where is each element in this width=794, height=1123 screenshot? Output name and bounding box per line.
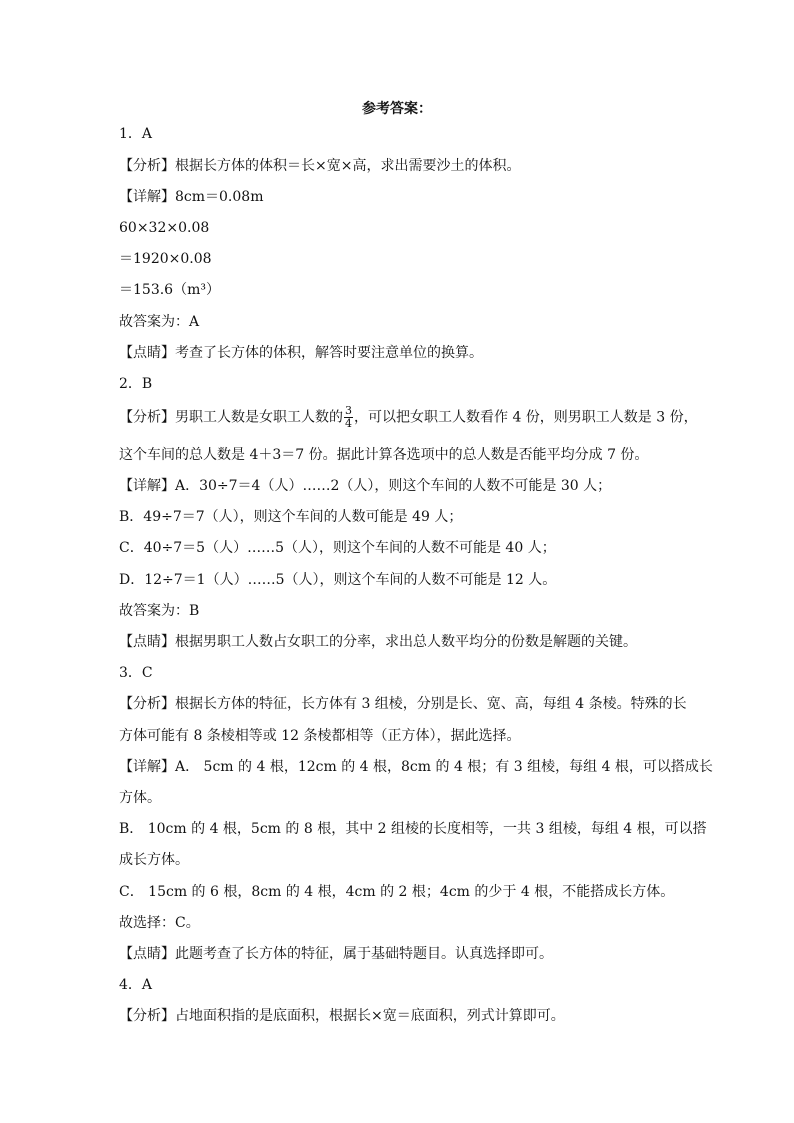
- q3-conclusion: 故选择：C。: [119, 915, 200, 931]
- q1-analysis: 【分析】根据长方体的体积＝长×宽×高，求出需要沙土的体积。: [119, 158, 521, 174]
- q3-detail-c: C． 15cm 的 6 根，8cm 的 4 根，4cm 的 2 根；4cm 的少于 4 根，不能搭成长方体。: [119, 884, 675, 900]
- q2-analysis-line-1: [119, 405, 698, 430]
- q2-analysis-pre: 【分析】男职工人数是女职工人数的: [119, 409, 343, 426]
- q3-analysis-line-1: 【分析】根据长方体的特征，长方体有 3 组棱，分别是长、宽、高，每组 4 条棱。特殊的长: [119, 696, 687, 712]
- q4-answer: 4．A: [119, 977, 153, 993]
- q1-conclusion: 故答案为：A: [119, 314, 200, 330]
- q2-analysis-line-2: 这个车间的总人数是 4＋3＝7 份。据此计算各选项中的总人数是否能平均分成 7 份。: [119, 447, 649, 463]
- q4-analysis: 【分析】占地面积指的是底面积，根据长×宽＝底面积，列式计算即可。: [119, 1008, 565, 1024]
- q2-detail-d: D．12÷7＝1（人）……5（人），则这个车间的人数不可能是 12 人。: [119, 572, 557, 588]
- q3-detail-a-line-1: 【详解】A． 5cm 的 4 根，12cm 的 4 根，8cm 的 4 根；有 3 组棱，每组 4 根，可以搭成长: [119, 759, 713, 775]
- q3-detail-b-line-2: 成长方体。: [119, 852, 189, 868]
- q2-answer: 2．B: [119, 376, 153, 392]
- q2-detail-a: 【详解】A．30÷7＝4（人）……2（人），则这个车间的人数不可能是 30 人；: [119, 478, 612, 494]
- q3-comment: 【点睛】此题考查了长方体的特征，属于基础特题目。认真选择即可。: [119, 946, 553, 962]
- q1-comment: 【点睛】考查了长方体的体积，解答时要注意单位的换算。: [119, 345, 483, 361]
- q1-detail: 【详解】8cm＝0.08m: [119, 189, 264, 205]
- fraction: [344, 405, 353, 430]
- q2-comment: 【点睛】根据男职工人数占女职工的分率，求出总人数平均分的份数是解题的关键。: [119, 634, 637, 650]
- q2-detail-b: B．49÷7＝7（人），则这个车间的人数可能是 49 人；: [119, 509, 463, 525]
- q1-calc-1: 60×32×0.08: [119, 220, 210, 236]
- q2-conclusion: 故答案为：B: [119, 603, 200, 619]
- fraction-numerator: 3: [345, 404, 352, 417]
- q2-analysis-post: ，可以把女职工人数看作 4 份，则男职工人数是 3 份，: [354, 409, 698, 426]
- q3-answer: 3．C: [119, 665, 153, 681]
- q3-detail-a-line-2: 方体。: [119, 790, 161, 806]
- q1-calc-2: ＝1920×0.08: [119, 251, 212, 267]
- q1-answer: 1．A: [119, 126, 153, 142]
- q2-detail-c: C．40÷7＝5（人）……5（人），则这个车间的人数不可能是 40 人；: [119, 540, 556, 556]
- q3-analysis-line-2: 方体可能有 8 条棱相等或 12 条棱都相等（正方体），据此选择。: [119, 728, 521, 744]
- q1-calc-3: ＝153.6（m³）: [119, 282, 220, 298]
- fraction-denominator: 4: [345, 417, 352, 430]
- page-title: 参考答案：: [362, 101, 432, 117]
- q3-detail-b-line-1: B． 10cm 的 4 根，5cm 的 8 根，其中 2 组棱的长度相等，一共 3 组棱，每组 4 根，可以搭: [119, 821, 707, 837]
